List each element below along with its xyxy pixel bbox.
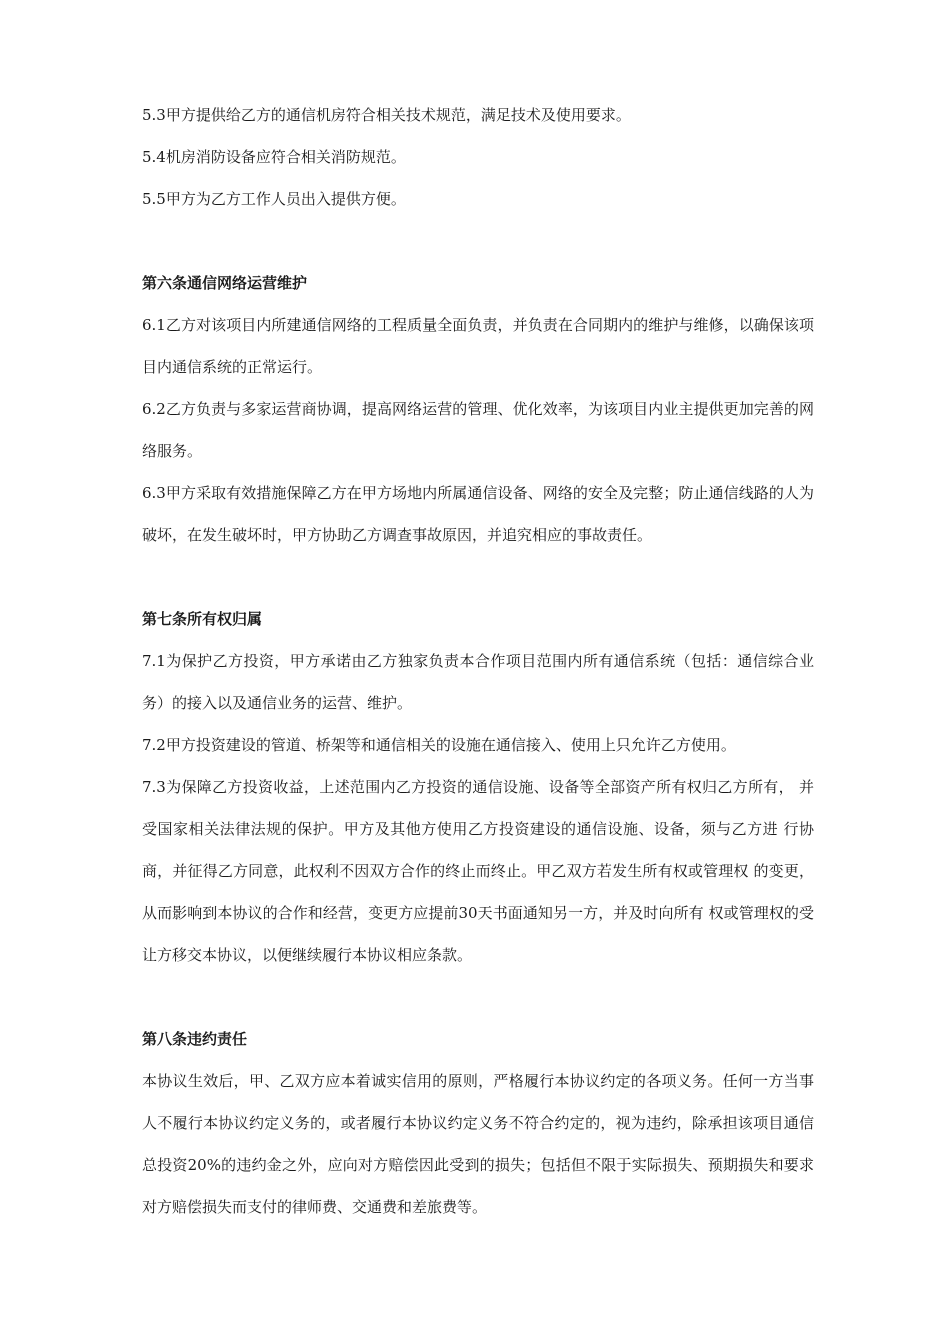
section-8-body: 本协议生效后，甲、乙双方应本着诚实信用的原则，严格履行本协议约定的各项义务。任何一方当事人不履行本协议约定义务的，或者履行本协议约定义务不符合约定的，视为违约，除承担该项目通信总投资20%的违约金之外，应向对方赔偿因此受到的损失；包括但不限于实际损失、预期损失和要求对方赔偿损失而支付的律师费、交通费和差旅费等。: [142, 1072, 814, 1216]
clause-7-3: 7.3为保障乙方投资收益，上述范围内乙方投资的通信设施、设备等全部资产所有权归乙方所有， 并受国家相关法律法规的保护。甲方及其他方使用乙方投资建设的通信设施、设备，须与乙方进 行协商，并征得乙方同意，此权利不因双方合作的终止而终止。甲乙双方若发生所有权或管理权 的变更，从而影响到本协议的合作和经营，变更方应提前30天书面通知另一方，并及时向所有 权或管理权的受让方移交本协议，以便继续履行本协议相应条款。: [142, 778, 814, 964]
clause-5-4: 5.4机房消防设备应符合相关消防规范。: [142, 148, 406, 166]
clause-7-1: 7.1为保护乙方投资，甲方承诺由乙方独家负责本合作项目范围内所有通信系统（包括：通信综合业务）的接入以及通信业务的运营、维护。: [142, 652, 814, 712]
clause-5-3: 5.3甲方提供给乙方的通信机房符合相关技术规范，满足技术及使用要求。: [142, 106, 631, 124]
section-8-heading: 第八条违约责任: [142, 1030, 248, 1048]
clause-6-2: 6.2乙方负责与多家运营商协调，提高网络运营的管理、优化效率，为该项目内业主提供更加完善的网络服务。: [142, 400, 814, 460]
section-7-heading: 第七条所有权归属: [142, 610, 263, 628]
clause-7-2: 7.2甲方投资建设的管道、桥架等和通信相关的设施在通信接入、使用上只允许乙方使用。: [142, 736, 736, 754]
clause-5-5: 5.5甲方为乙方工作人员出入提供方便。: [142, 190, 406, 208]
clause-6-3: 6.3甲方采取有效措施保障乙方在甲方场地内所属通信设备、网络的安全及完整；防止通信线路的人为破坏，在发生破坏时，甲方协助乙方调查事故原因，并追究相应的事故责任。: [142, 484, 814, 544]
section-6-heading: 第六条通信网络运营维护: [142, 274, 308, 292]
clause-6-1: 6.1乙方对该项目内所建通信网络的工程质量全面负责，并负责在合同期内的维护与维修，以确保该项目内通信系统的正常运行。: [142, 316, 814, 376]
